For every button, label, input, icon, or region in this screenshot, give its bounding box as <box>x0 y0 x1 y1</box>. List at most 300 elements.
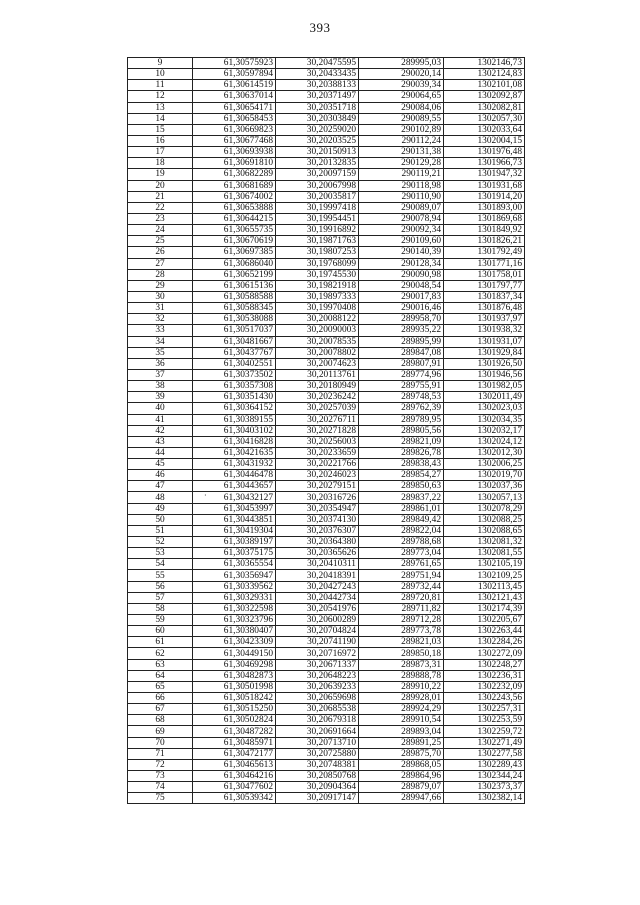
table-row <box>128 147 525 158</box>
coord-x-cell: 289761,65 <box>359 559 444 570</box>
coord-x-cell: 290048,54 <box>359 280 444 291</box>
coord-y-cell: 1302174,39 <box>444 603 525 614</box>
latitude-cell: 61,30654171 <box>193 102 276 113</box>
coord-x-cell: 289751,94 <box>359 570 444 581</box>
table-row <box>128 369 525 380</box>
table-row <box>128 726 525 737</box>
table-row <box>128 280 525 291</box>
latitude-cell: 61,30322598 <box>193 603 276 614</box>
point-number-cell: 73 <box>128 771 193 782</box>
table-row <box>128 381 525 392</box>
latitude-cell: 61,30329331 <box>193 592 276 603</box>
point-number-cell: 51 <box>128 525 193 536</box>
point-number-cell: 31 <box>128 303 193 314</box>
coord-x-cell: 289788,68 <box>359 537 444 548</box>
coord-y-cell: 1301797,77 <box>444 280 525 291</box>
table-row <box>128 202 525 213</box>
longitude-cell: 30,20236242 <box>276 392 359 403</box>
point-number-cell: 25 <box>128 236 193 247</box>
table-row <box>128 358 525 369</box>
point-number-cell: 26 <box>128 247 193 258</box>
coord-x-cell: 289873,31 <box>359 659 444 670</box>
coord-y-cell: 1301771,16 <box>444 258 525 269</box>
coord-y-cell: 1301976,48 <box>444 147 525 158</box>
coord-x-cell: 289850,18 <box>359 648 444 659</box>
coord-x-cell: 290016,46 <box>359 303 444 314</box>
table-row <box>128 514 525 525</box>
coord-x-cell: 289861,01 <box>359 503 444 514</box>
coord-x-cell: 289773,78 <box>359 626 444 637</box>
point-number-cell: 52 <box>128 537 193 548</box>
coord-y-cell: 1302012,30 <box>444 447 525 458</box>
point-number-cell: 63 <box>128 659 193 670</box>
coord-x-cell: 290078,94 <box>359 213 444 224</box>
coord-x-cell: 289910,54 <box>359 715 444 726</box>
latitude-cell: 61,30674002 <box>193 191 276 202</box>
longitude-cell: 30,20418391 <box>276 570 359 581</box>
latitude-cell: 61,30686040 <box>193 258 276 269</box>
coord-x-cell: 289888,78 <box>359 670 444 681</box>
coord-y-cell: 1302109,25 <box>444 570 525 581</box>
latitude-cell: 61,30658453 <box>193 113 276 124</box>
latitude-cell: 61,30653888 <box>193 202 276 213</box>
table-row <box>128 626 525 637</box>
longitude-cell: 30,19821918 <box>276 280 359 291</box>
table-row <box>128 615 525 626</box>
point-number-cell: 66 <box>128 693 193 704</box>
coord-y-cell: 1302081,32 <box>444 537 525 548</box>
point-number-cell: 59 <box>128 615 193 626</box>
longitude-cell: 30,20850768 <box>276 771 359 782</box>
latitude-cell: 61,30477602 <box>193 782 276 793</box>
longitude-cell: 30,20279151 <box>276 481 359 492</box>
latitude-cell: 61,30389155 <box>193 414 276 425</box>
longitude-cell: 30,20442734 <box>276 592 359 603</box>
table-row <box>128 525 525 536</box>
latitude-cell: 61,30677468 <box>193 135 276 146</box>
coord-y-cell: 1301926,50 <box>444 358 525 369</box>
coord-x-cell: 290112,24 <box>359 135 444 146</box>
longitude-cell: 30,20639233 <box>276 681 359 692</box>
coord-x-cell: 289854,27 <box>359 470 444 481</box>
coord-y-cell: 1302033,64 <box>444 124 525 135</box>
point-number-cell: 45 <box>128 459 193 470</box>
table-row <box>128 425 525 436</box>
table-row <box>128 247 525 258</box>
longitude-cell: 30,19871763 <box>276 236 359 247</box>
point-number-cell: 57 <box>128 592 193 603</box>
point-number-cell: 47 <box>128 481 193 492</box>
longitude-cell: 30,20904364 <box>276 782 359 793</box>
longitude-cell: 30,20074623 <box>276 358 359 369</box>
latitude-cell: 61,30614519 <box>193 80 276 91</box>
point-number-cell: 36 <box>128 358 193 369</box>
point-number-cell: 42 <box>128 425 193 436</box>
table-row <box>128 213 525 224</box>
latitude-cell: 61,30485971 <box>193 737 276 748</box>
table-row <box>128 659 525 670</box>
coord-y-cell: 1302019,70 <box>444 470 525 481</box>
coord-y-cell: 1301893,00 <box>444 202 525 213</box>
coord-y-cell: 1302284,26 <box>444 637 525 648</box>
point-number-cell: 22 <box>128 202 193 213</box>
point-number-cell: 40 <box>128 403 193 414</box>
coord-y-cell: 1302272,09 <box>444 648 525 659</box>
point-number-cell: 14 <box>128 113 193 124</box>
latitude-cell: 61,30437767 <box>193 347 276 358</box>
coord-y-cell: 1302101,08 <box>444 80 525 91</box>
latitude-cell: 61,30652199 <box>193 269 276 280</box>
table-row <box>128 559 525 570</box>
point-number-cell: 56 <box>128 581 193 592</box>
latitude-cell: 61,30403102 <box>193 425 276 436</box>
longitude-cell: 30,20246023 <box>276 470 359 481</box>
latitude-cell: 61,30472177 <box>193 748 276 759</box>
coordinates-table <box>127 57 525 804</box>
coord-y-cell: 1302259,72 <box>444 726 525 737</box>
coord-y-cell: 1302277,58 <box>444 748 525 759</box>
latitude-cell: 61,30588588 <box>193 291 276 302</box>
longitude-cell: 30,20725880 <box>276 748 359 759</box>
coord-y-cell: 1301938,32 <box>444 325 525 336</box>
table-row <box>128 648 525 659</box>
table-row <box>128 759 525 770</box>
table-row <box>128 124 525 135</box>
coord-x-cell: 290092,34 <box>359 225 444 236</box>
latitude-cell: 61,30502824 <box>193 715 276 726</box>
coord-y-cell: 1302034,35 <box>444 414 525 425</box>
latitude-cell: 61,30443657 <box>193 481 276 492</box>
latitude-cell: 61,30431932 <box>193 459 276 470</box>
table-row <box>128 102 525 113</box>
point-number-cell: 17 <box>128 147 193 158</box>
latitude-cell: 61,30351430 <box>193 392 276 403</box>
table-row <box>128 225 525 236</box>
coord-x-cell: 289838,43 <box>359 459 444 470</box>
table-row <box>128 592 525 603</box>
latitude-cell: 61,30691810 <box>193 158 276 169</box>
latitude-cell: 61,30481667 <box>193 336 276 347</box>
longitude-cell: 30,20090003 <box>276 325 359 336</box>
latitude-cell: 61,30518242 <box>193 693 276 704</box>
longitude-cell: 30,20374130 <box>276 514 359 525</box>
coord-x-cell: 289849,42 <box>359 514 444 525</box>
longitude-cell: 30,20713710 <box>276 737 359 748</box>
point-number-cell: 11 <box>128 80 193 91</box>
point-number-cell: 71 <box>128 748 193 759</box>
latitude-cell: 61,30539342 <box>193 793 276 804</box>
longitude-cell: 30,20671337 <box>276 659 359 670</box>
longitude-cell: 30,19807253 <box>276 247 359 258</box>
table-row <box>128 447 525 458</box>
latitude-cell: 61,30575923 <box>193 58 276 69</box>
latitude-cell: 61,30517037 <box>193 325 276 336</box>
longitude-cell: 30,19916892 <box>276 225 359 236</box>
point-number-cell: 33 <box>128 325 193 336</box>
coord-x-cell: 290089,07 <box>359 202 444 213</box>
latitude-cell: 61,30453997 <box>193 503 276 514</box>
latitude-cell: 61,30356947 <box>193 570 276 581</box>
coord-x-cell: 290039,34 <box>359 80 444 91</box>
point-number-cell: 48 <box>128 492 193 503</box>
coord-x-cell: 289789,95 <box>359 414 444 425</box>
latitude-cell: 61,30615136 <box>193 280 276 291</box>
longitude-cell: 30,20257039 <box>276 403 359 414</box>
longitude-cell: 30,20354947 <box>276 503 359 514</box>
coord-y-cell: 1302263,44 <box>444 626 525 637</box>
coord-y-cell: 1301937,97 <box>444 314 525 325</box>
coord-x-cell: 289821,03 <box>359 637 444 648</box>
coord-y-cell: 1302382,14 <box>444 793 525 804</box>
point-number-cell: 24 <box>128 225 193 236</box>
page-number: 393 <box>309 20 331 35</box>
latitude-cell: 61,30375175 <box>193 548 276 559</box>
coord-x-cell: 290020,14 <box>359 69 444 80</box>
table-row <box>128 782 525 793</box>
coord-x-cell: 289868,05 <box>359 759 444 770</box>
coord-x-cell: 289821,09 <box>359 436 444 447</box>
coord-x-cell: 290118,98 <box>359 180 444 191</box>
point-number-cell: 65 <box>128 681 193 692</box>
coord-y-cell: 1302146,73 <box>444 58 525 69</box>
coord-x-cell: 289875,70 <box>359 748 444 759</box>
coord-x-cell: 289847,08 <box>359 347 444 358</box>
table-row <box>128 570 525 581</box>
longitude-cell: 30,20221766 <box>276 459 359 470</box>
longitude-cell: 30,20233659 <box>276 447 359 458</box>
point-number-cell: 50 <box>128 514 193 525</box>
longitude-cell: 30,20132835 <box>276 158 359 169</box>
coord-y-cell: 1302105,19 <box>444 559 525 570</box>
longitude-cell: 30,20259020 <box>276 124 359 135</box>
coord-x-cell: 289711,82 <box>359 603 444 614</box>
table-row <box>128 392 525 403</box>
point-number-cell: 54 <box>128 559 193 570</box>
coord-y-cell: 1301946,56 <box>444 369 525 380</box>
coord-y-cell: 1301929,84 <box>444 347 525 358</box>
point-number-cell: 13 <box>128 102 193 113</box>
coord-y-cell: 1302011,49 <box>444 392 525 403</box>
latitude-cell: 61,30364152 <box>193 403 276 414</box>
coord-x-cell: 289826,78 <box>359 447 444 458</box>
table-row <box>128 236 525 247</box>
table-row <box>128 670 525 681</box>
latitude-cell: 61,30487282 <box>193 726 276 737</box>
point-number-cell: 49 <box>128 503 193 514</box>
coord-x-cell: 289774,96 <box>359 369 444 380</box>
coord-y-cell: 1302113,45 <box>444 581 525 592</box>
latitude-cell: 61,30588345 <box>193 303 276 314</box>
latitude-cell: 61,30389197 <box>193 537 276 548</box>
latitude-cell: 61,30538088 <box>193 314 276 325</box>
coord-x-cell: 290129,28 <box>359 158 444 169</box>
longitude-cell: 30,19954451 <box>276 213 359 224</box>
point-number-cell: 60 <box>128 626 193 637</box>
latitude-cell: 61,30380407 <box>193 626 276 637</box>
coord-x-cell: 290131,38 <box>359 147 444 158</box>
coord-x-cell: 289822,04 <box>359 525 444 536</box>
coord-x-cell: 289864,96 <box>359 771 444 782</box>
point-number-cell: 41 <box>128 414 193 425</box>
table-row <box>128 158 525 169</box>
longitude-cell: 30,20097159 <box>276 169 359 180</box>
coord-x-cell: 289773,04 <box>359 548 444 559</box>
table-row <box>128 715 525 726</box>
table-row <box>128 459 525 470</box>
table-row <box>128 793 525 804</box>
point-number-cell: 35 <box>128 347 193 358</box>
point-number-cell: 68 <box>128 715 193 726</box>
longitude-cell: 30,20203525 <box>276 135 359 146</box>
latitude-cell: 61,30637014 <box>193 91 276 102</box>
longitude-cell: 30,20035817 <box>276 191 359 202</box>
point-number-cell: 55 <box>128 570 193 581</box>
coord-x-cell: 289805,56 <box>359 425 444 436</box>
coord-x-cell: 289947,66 <box>359 793 444 804</box>
coord-y-cell: 1302057,30 <box>444 113 525 124</box>
table-row <box>128 80 525 91</box>
longitude-cell: 30,20659698 <box>276 693 359 704</box>
longitude-cell: 30,20679318 <box>276 715 359 726</box>
latitude-cell: 61,30655735 <box>193 225 276 236</box>
longitude-cell: 30,20371497 <box>276 91 359 102</box>
table-row <box>128 347 525 358</box>
longitude-cell: 30,20704824 <box>276 626 359 637</box>
longitude-cell: 30,20691664 <box>276 726 359 737</box>
point-number-cell: 74 <box>128 782 193 793</box>
point-number-cell: 20 <box>128 180 193 191</box>
coord-x-cell: 289935,22 <box>359 325 444 336</box>
coord-y-cell: 1301966,73 <box>444 158 525 169</box>
point-number-cell: 19 <box>128 169 193 180</box>
point-number-cell: 43 <box>128 436 193 447</box>
latitude-cell: 61,30365554 <box>193 559 276 570</box>
longitude-cell: 30,20276711 <box>276 414 359 425</box>
latitude-cell: 61,30597894 <box>193 69 276 80</box>
table-row <box>128 481 525 492</box>
coord-y-cell: 1302088,25 <box>444 514 525 525</box>
longitude-cell: 30,20150913 <box>276 147 359 158</box>
coord-y-cell: 1301914,20 <box>444 191 525 202</box>
point-number-cell: 21 <box>128 191 193 202</box>
latitude-cell: 61,30416828 <box>193 436 276 447</box>
latitude-cell: 61,30682289 <box>193 169 276 180</box>
coord-y-cell: 1302253,59 <box>444 715 525 726</box>
longitude-cell: 30,19768099 <box>276 258 359 269</box>
coord-x-cell: 290140,39 <box>359 247 444 258</box>
table-row <box>128 135 525 146</box>
coord-y-cell: 1301837,34 <box>444 291 525 302</box>
coord-x-cell: 290110,90 <box>359 191 444 202</box>
point-number-cell: 15 <box>128 124 193 135</box>
longitude-cell: 30,20716972 <box>276 648 359 659</box>
coord-x-cell: 289893,04 <box>359 726 444 737</box>
point-number-cell: 28 <box>128 269 193 280</box>
coord-y-cell: 1301947,32 <box>444 169 525 180</box>
coord-y-cell: 1302373,37 <box>444 782 525 793</box>
latitude-cell: 61,30373502 <box>193 369 276 380</box>
coord-x-cell: 290090,98 <box>359 269 444 280</box>
point-number-cell: 29 <box>128 280 193 291</box>
latitude-cell: 61,30501998 <box>193 681 276 692</box>
longitude-cell: 30,20427243 <box>276 581 359 592</box>
table-row <box>128 325 525 336</box>
coord-x-cell: 289879,07 <box>359 782 444 793</box>
longitude-cell: 30,20351718 <box>276 102 359 113</box>
coord-y-cell: 1302205,67 <box>444 615 525 626</box>
latitude-cell: 61,30693938 <box>193 147 276 158</box>
point-number-cell: 9 <box>128 58 193 69</box>
table-row <box>128 436 525 447</box>
table-row <box>128 503 525 514</box>
longitude-cell: 30,20917147 <box>276 793 359 804</box>
coord-y-cell: 1301876,48 <box>444 303 525 314</box>
point-number-cell: 53 <box>128 548 193 559</box>
latitude-cell: 61,30432127 <box>193 492 276 503</box>
table-row <box>128 403 525 414</box>
coord-y-cell: 1302232,09 <box>444 681 525 692</box>
point-number-cell: 10 <box>128 69 193 80</box>
coord-x-cell: 289748,53 <box>359 392 444 403</box>
coord-y-cell: 1302081,55 <box>444 548 525 559</box>
longitude-cell: 30,20388133 <box>276 80 359 91</box>
latitude-cell: 61,30669823 <box>193 124 276 135</box>
latitude-cell: 61,30482873 <box>193 670 276 681</box>
table-row <box>128 180 525 191</box>
longitude-cell: 30,20410311 <box>276 559 359 570</box>
table-row <box>128 291 525 302</box>
coord-y-cell: 1301849,92 <box>444 225 525 236</box>
longitude-cell: 30,20180949 <box>276 381 359 392</box>
latitude-cell: 61,30515250 <box>193 704 276 715</box>
table-row <box>128 704 525 715</box>
coord-y-cell: 1302289,43 <box>444 759 525 770</box>
longitude-cell: 30,19970408 <box>276 303 359 314</box>
table-row <box>128 492 525 503</box>
table-row <box>128 169 525 180</box>
longitude-cell: 30,20541976 <box>276 603 359 614</box>
latitude-cell: 61,30464216 <box>193 771 276 782</box>
coord-x-cell: 290089,55 <box>359 113 444 124</box>
table-row <box>128 69 525 80</box>
coord-x-cell: 289755,91 <box>359 381 444 392</box>
coord-x-cell: 289762,39 <box>359 403 444 414</box>
point-number-cell: 23 <box>128 213 193 224</box>
coord-x-cell: 290109,60 <box>359 236 444 247</box>
longitude-cell: 30,20365626 <box>276 548 359 559</box>
coord-x-cell: 289720,81 <box>359 592 444 603</box>
table-row <box>128 414 525 425</box>
point-number-cell: 39 <box>128 392 193 403</box>
table-row <box>128 113 525 124</box>
coord-x-cell: 289807,91 <box>359 358 444 369</box>
latitude-cell: 61,30449150 <box>193 648 276 659</box>
latitude-cell: 61,30469298 <box>193 659 276 670</box>
coord-y-cell: 1302092,87 <box>444 91 525 102</box>
table-row <box>128 693 525 704</box>
coord-y-cell: 1302243,56 <box>444 693 525 704</box>
longitude-cell: 30,20067998 <box>276 180 359 191</box>
point-number-cell: 38 <box>128 381 193 392</box>
coord-y-cell: 1301931,07 <box>444 336 525 347</box>
latitude-cell: 61,30681689 <box>193 180 276 191</box>
coord-y-cell: 1302024,12 <box>444 436 525 447</box>
coord-y-cell: 1302057,13 <box>444 492 525 503</box>
coord-y-cell: 1302088,65 <box>444 525 525 536</box>
coord-y-cell: 1302006,25 <box>444 459 525 470</box>
longitude-cell: 30,19897333 <box>276 291 359 302</box>
table-row <box>128 637 525 648</box>
